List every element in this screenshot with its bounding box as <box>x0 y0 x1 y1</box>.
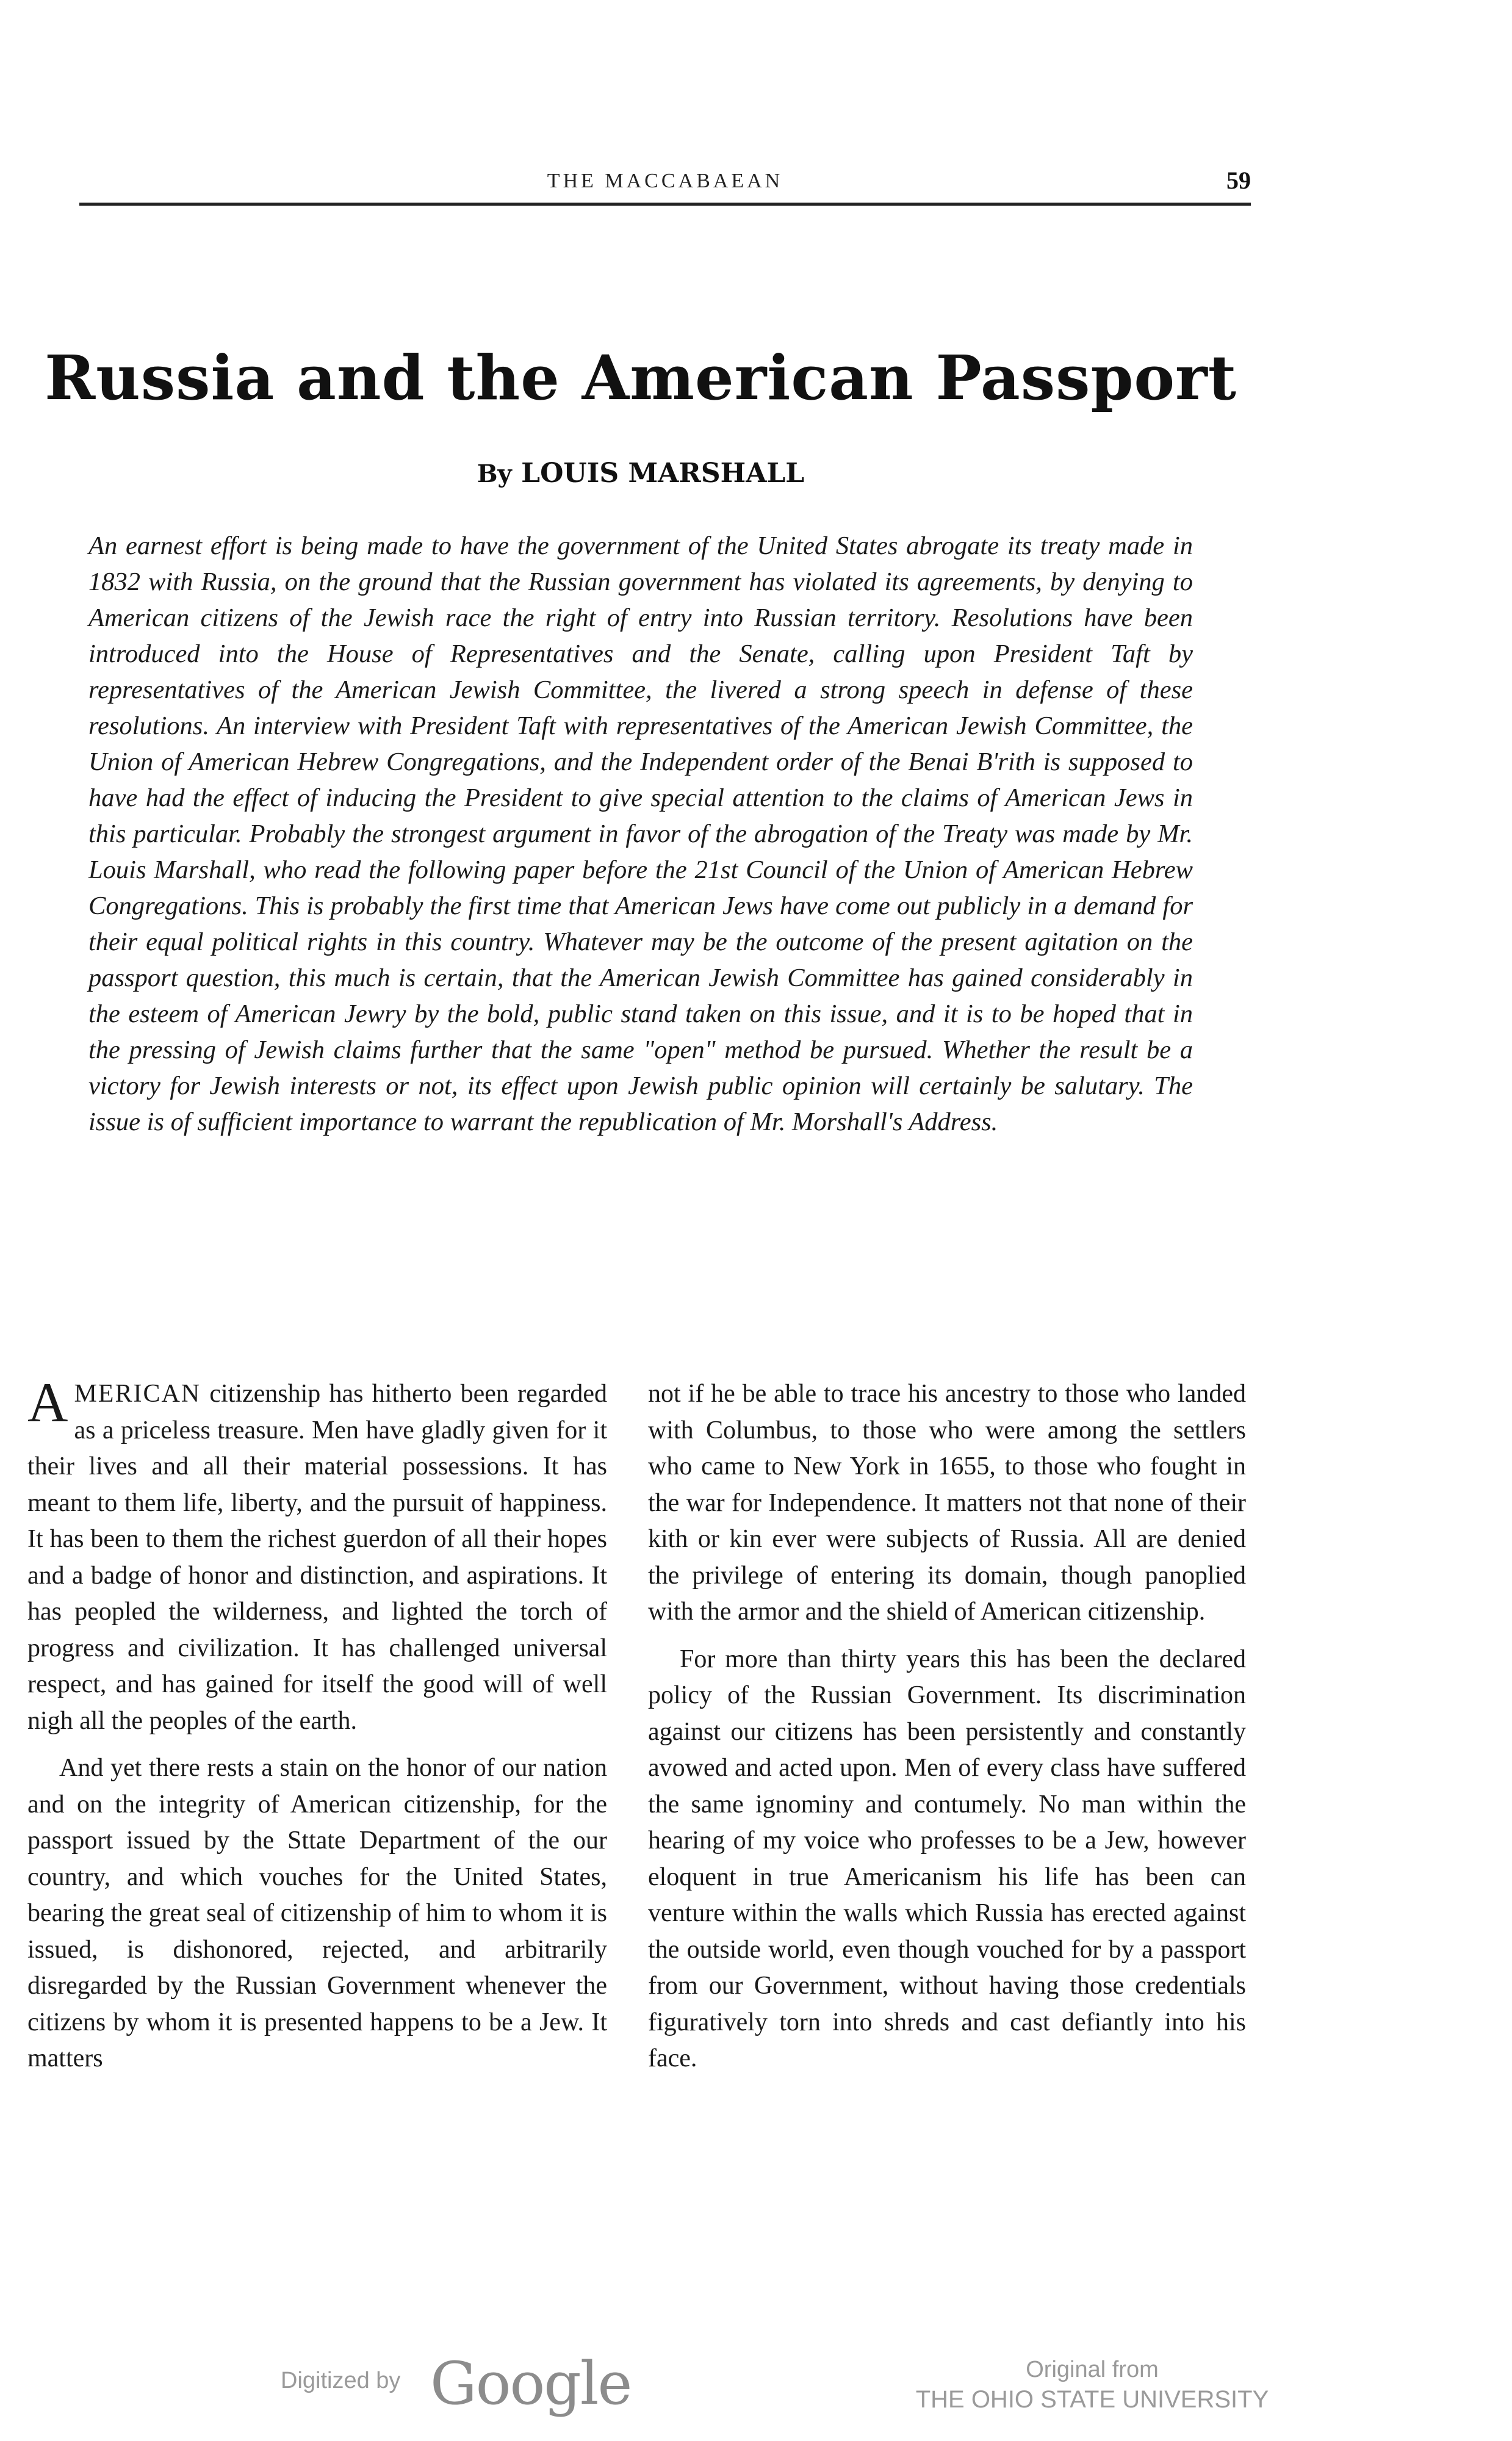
google-logo: Google <box>430 2349 632 2418</box>
running-header <box>79 166 1251 203</box>
header-rule <box>79 203 1251 206</box>
author-name: LOUIS MARSHALL <box>521 458 805 489</box>
article-title: Russia and the American Passport <box>45 342 1237 414</box>
editorial-intro: An earnest effort is being made to have the government of the United States abrogate its treaty made in 1832 with Russia, on the ground that the Russian government has violated its agreements, by denying to American citizens of the Jewish race the right of entry into Russian territory. Resolutions have been introduced into the House of Representatives and the Senate, calling upon President Taft by representatives of the American Jewish Committee, the livered a strong speech in defense of these resolutions. An interview with President Taft with representatives of the American Jewish Committee, the Union of American Hebrew Congregations, and the Independent order of the Benai B'rith is supposed to have had the effect of inducing the President to give special attention to the claims of American Jews in this particular. Probably the strongest argument in favor of the abrogation of the Treaty was made by Mr. Louis Marshall, who read the following paper before the 21st Council of the Union of American Hebrew Congregations. This is probably the first time that American Jews have come out publicly in a demand for their equal political rights in this country. Whatever may be the outcome of the present agitation on the passport question, this much is certain, that the American Jewish Committee has gained considerably in the esteem of American Jewry by the bold, public stand taken on this issue, and it is to be hoped that in the pressing of Jewish claims further that the same "open" method be pursued. Whether the result be a victory for Jewish interests or not, its effect upon Jewish public opinion will certainly be salutary. The issue is of sufficient importance to warrant the republication of Mr. Morshall's Address. <box>88 532 1193 1136</box>
body-paragraph <box>27 1371 607 1739</box>
body-column-left <box>27 1371 607 2088</box>
original-from-label: Original from <box>1026 2357 1159 2382</box>
body-paragraph: For more than thirty years this has been the declared policy of the Russian Government. Its discrimination against our citizens has been persistently and constantly avowed and acted upon. Men of every class have suffered the same ignominy and contumely. No man within the hearing of my voice who professes to be a Jew, however eloquent in true Americanism his life has been can venture within the walls which Russia has erected against the outside world, even though vouched for by a passport from our Government, without having those credentials figuratively torn into shreds and cast defiantly into his face. <box>648 1645 1246 2072</box>
institution-name: THE OHIO STATE UNIVERSITY <box>915 2386 1269 2413</box>
page-number: 59 <box>1226 167 1251 194</box>
body-column-right <box>648 1376 1246 2088</box>
byline-prefix: By <box>477 460 512 488</box>
body-paragraph: not if he be able to trace his ancestry to those who landed with Columbus, to those who were among the settlers who came to New York in 1655, to those who fought in the war for Independence. It matters not that none of their kith or kin ever were subjects of Russia. All are denied the privilege of entering its domain, though panoplied with the armor and the shield of American citizenship. <box>648 1380 1246 1626</box>
drop-cap: A <box>27 1371 68 1433</box>
body-paragraph: And yet there rests a stain on the honor of our nation and on the integrity of American citizenship, for the passport issued by the Sttate Department of the our country, and which vouches for the United States, bearing the great seal of citizenship of him to whom it is issued, is dishonored, rejected, and arbitrarily disregarded by the Russian Government whenever the citizens by whom it is presented happens to be a Jew. It matters <box>27 1754 607 2072</box>
digitized-by-label: Digitized by <box>281 2368 401 2393</box>
byline <box>0 458 1281 489</box>
running-title: THE MACCABAEAN <box>547 170 783 192</box>
opening-word: MERICAN <box>74 1380 201 1408</box>
paragraph-text: citizenship has hitherto been regarded as a priceless treasure. Men have gladly given for it their lives and all their material possessions. It has meant to them life, liberty, and the pursuit of happiness. It has been to them the richest guerdon of all their hopes and a badge of honor and distinction, and aspirations. It has peopled the wilderness, and lighted the torch of progress and civilization. It has challenged universal respect, and has gained for itself the good will of well nigh all the peoples of the earth. <box>27 1380 607 1735</box>
